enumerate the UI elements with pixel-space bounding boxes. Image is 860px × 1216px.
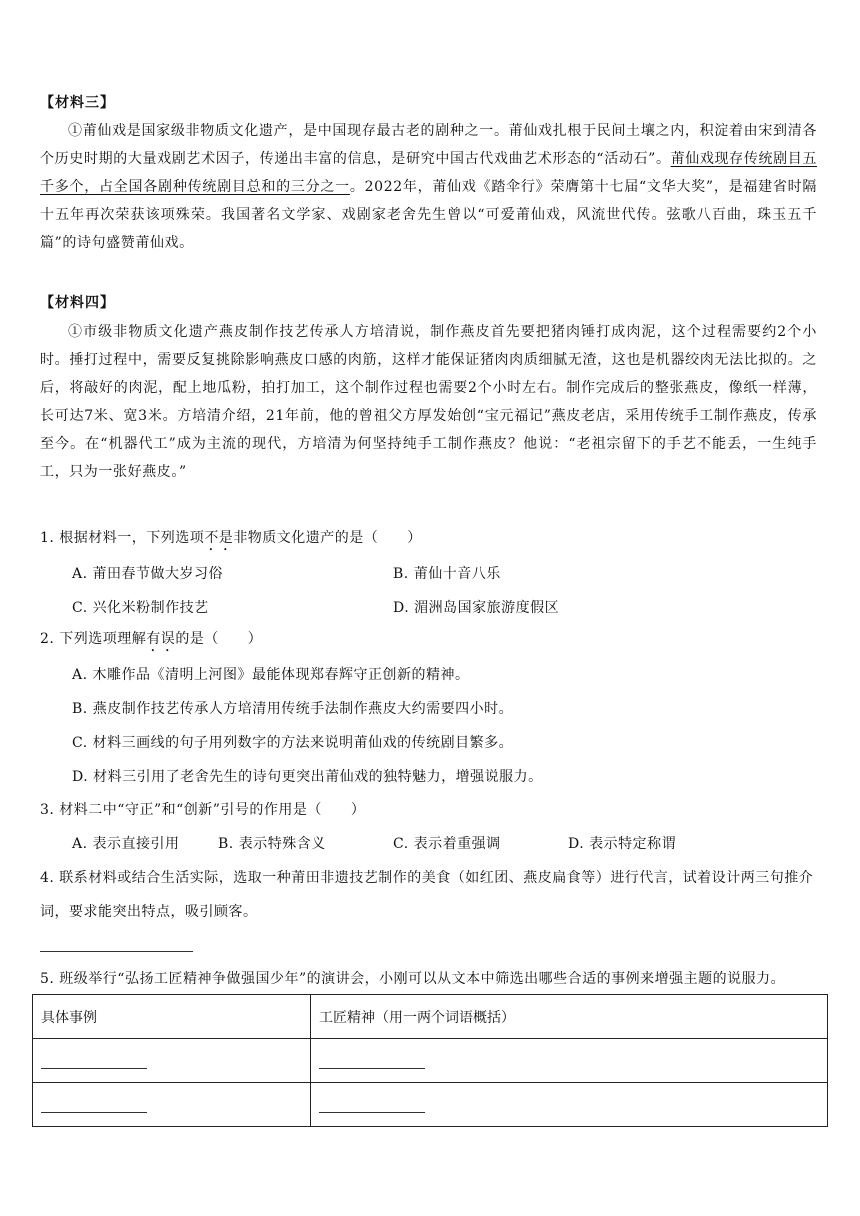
question-1-option-c[interactable]: C. 兴化米粉制作技艺	[72, 600, 209, 616]
question-1-stem: 1. 根据材料一，下列选项不是非物质文化遗产的是（ ）	[40, 530, 422, 546]
material-3-heading: 【材料三】	[40, 95, 115, 111]
answer-cell[interactable]	[33, 1039, 311, 1083]
question-1-option-d[interactable]: D. 湄洲岛国家旅游度假区	[393, 600, 560, 616]
table-header-row	[33, 995, 828, 1039]
table-header-cell: 工匠精神（用一两个词语概括）	[311, 995, 828, 1039]
material-3-text-b: 。2022年，莆仙戏《踏伞行》荣膺第十七届“文华大奖”，是福建省时隔十五年再次荣获该项殊荣。我国著名文学家、戏剧家老舍先生曾以“可爱莆仙戏，风流世代传。弦歌八百曲，珠玉五千篇”的诗句盛赞莆仙戏。	[40, 179, 817, 251]
answer-line	[319, 1112, 425, 1113]
question-5-table	[32, 994, 828, 1127]
table-row	[33, 1039, 828, 1083]
question-3-option-d[interactable]: D. 表示特定称谓	[568, 836, 677, 852]
question-4-answer-line[interactable]	[40, 951, 193, 952]
table-row	[33, 1083, 828, 1127]
emphasis-text: 有误	[146, 631, 176, 647]
question-2-option-c[interactable]: C. 材料三画线的句子用列数字的方法来说明莆仙戏的传统剧目繁多。	[72, 735, 514, 751]
question-3-stem: 3. 材料二中“守正”和“创新”引号的作用是（ ）	[40, 802, 366, 818]
material-3-paragraph	[40, 117, 817, 257]
answer-line	[41, 1068, 147, 1069]
answer-cell[interactable]	[33, 1083, 311, 1127]
material-3-underlined-sentence: 莆仙戏现存传统剧目五千多个，占全国各剧种传统剧目总和的三分之一	[40, 151, 817, 195]
question-1-option-a[interactable]: A. 莆田春节做大岁习俗	[72, 566, 224, 582]
question-3-option-b[interactable]: B. 表示特殊含义	[218, 836, 326, 852]
question-3-option-c[interactable]: C. 表示着重强调	[393, 836, 501, 852]
answer-cell[interactable]	[311, 1039, 828, 1083]
table-header-cell: 具体事例	[33, 995, 311, 1039]
emphasis-text: 不是	[204, 530, 234, 546]
question-1-option-b[interactable]: B. 莆仙十音八乐	[393, 566, 501, 582]
question-2-option-a[interactable]: A. 木雕作品《清明上河图》最能体现郑春辉守正创新的精神。	[72, 667, 470, 683]
material-4-paragraph: ①市级非物质文化遗产燕皮制作技艺传承人方培清说，制作燕皮首先要把猪肉锤打成肉泥，这个过程需要约2个小时。捶打过程中，需要反复挑除影响燕皮口感的肉筋，这样才能保证猪肉肉质细腻无渣，这也是机器绞肉无法比拟的。之后，将敲好的肉泥，配上地瓜粉，拍打加工，这个制作过程也需要2个小时左右。制作完成后的整张燕皮，像纸一样薄，长可达7米、宽3米。方培清介绍，21年前，他的曾祖父方厚发始创“宝元福记”燕皮老店，采用传统手工制作燕皮，传承至今。在“机器代工”成为主流的现代，方培清为何坚持纯手工制作燕皮？他说：“老祖宗留下的手艺不能丢，一生纯手工，只为一张好燕皮。”	[40, 324, 817, 480]
question-4-stem: 4. 联系材料或结合生活实际，选取一种莆田非遗技艺制作的美食（如红团、燕皮扁食等）进行代言，试着设计两三句推介词，要求能突出特点，吸引顾客。	[40, 870, 814, 920]
answer-line	[41, 1112, 147, 1113]
question-2-option-d[interactable]: D. 材料三引用了老舍先生的诗句更突出莆仙戏的独特魅力，增强说服力。	[72, 769, 543, 785]
question-2-stem: 2. 下列选项理解有误的是（ ）	[40, 631, 263, 647]
question-3-option-a[interactable]: A. 表示直接引用	[72, 836, 180, 852]
answer-line	[319, 1068, 425, 1069]
answer-cell[interactable]	[311, 1083, 828, 1127]
material-4-heading: 【材料四】	[40, 295, 115, 311]
question-5-stem: 5. 班级举行“弘扬工匠精神争做强国少年”的演讲会，小刚可以从文本中筛选出哪些合适的事例来增强主题的说服力。	[40, 971, 786, 987]
question-2-option-b[interactable]: B. 燕皮制作技艺传承人方培清用传统手法制作燕皮大约需要四小时。	[72, 701, 514, 717]
material-3-text-a: ①莆仙戏是国家级非物质文化遗产，是中国现存最古老的剧种之一。莆仙戏扎根于民间土壤之内，积淀着由宋到清各个历史时期的大量戏剧艺术因子，传递出丰富的信息，是研究中国古代戏曲艺术形态的“活动石”。	[40, 123, 817, 167]
